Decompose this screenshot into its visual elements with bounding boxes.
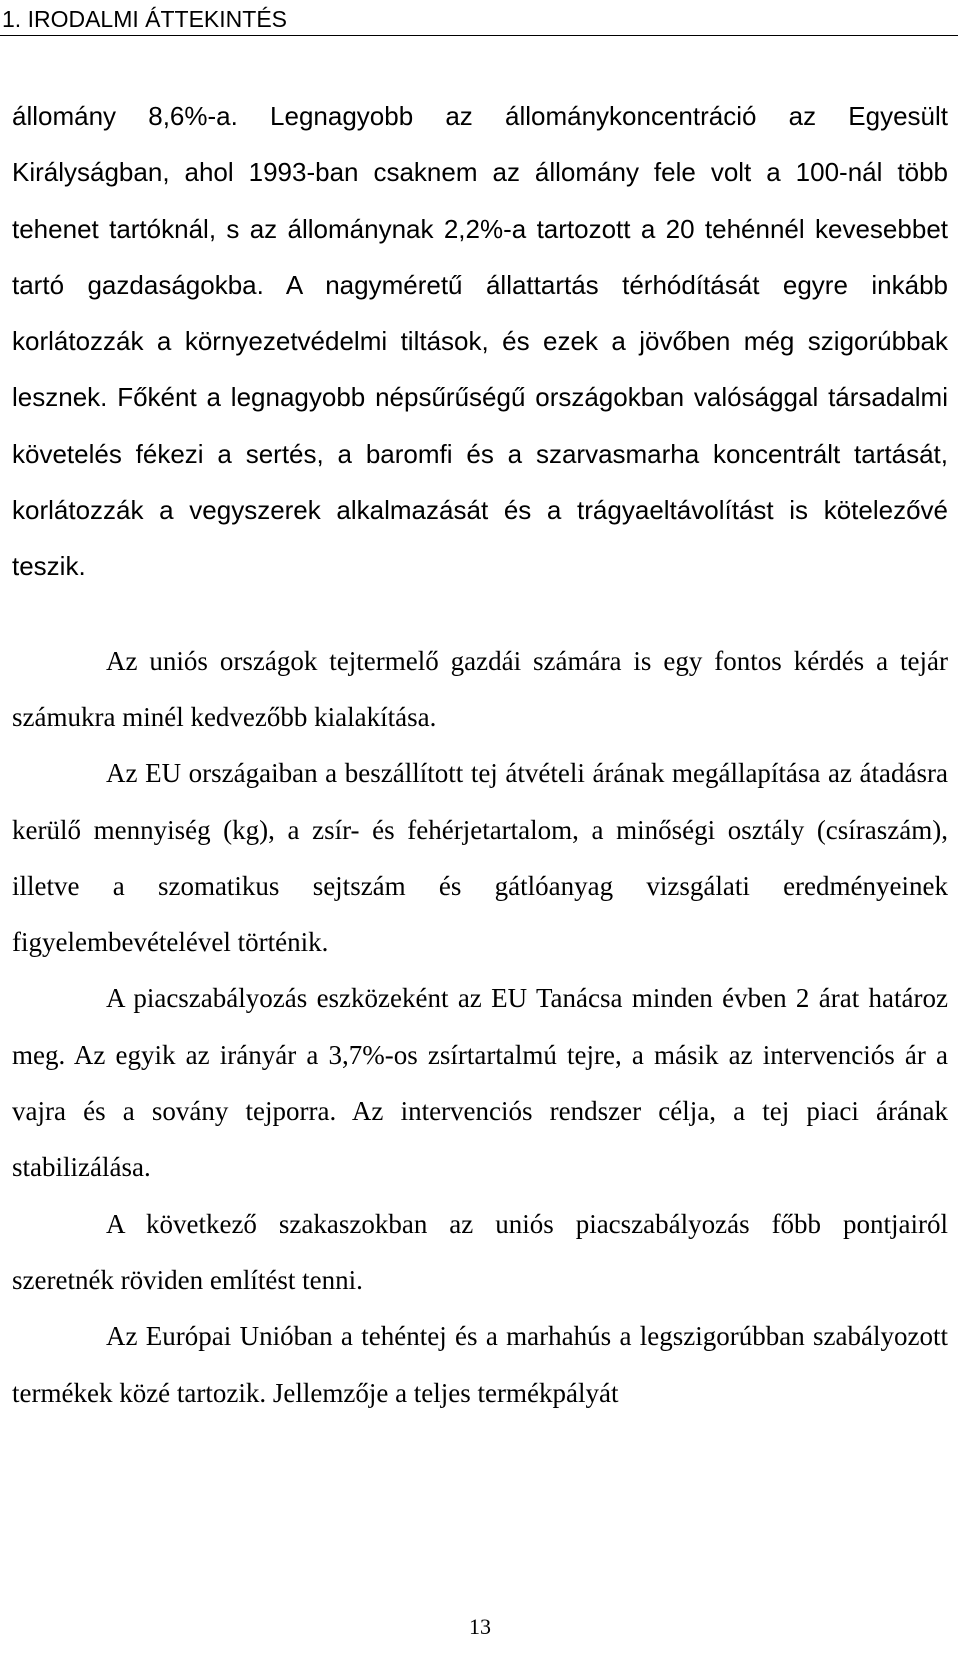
page-number: 13 bbox=[469, 1614, 491, 1639]
body-text bbox=[12, 88, 948, 1421]
paragraph-3: Az EU országaiban a beszállított tej átvételi árának megállapítása az átadásra kerülő mennyiség (kg), a zsír- és fehérjetartalom, a minőségi osztály (csíraszám), illetve a szomatikus sejtszám és gátlóanyag vizsgálati eredményeinek figyelembevételével történik. bbox=[12, 758, 948, 958]
paragraph-6: Az Európai Unióban a tehéntej és a marhahús a legszigorúbban szabályozott termékek közé tartozik. Jellemzője a teljes termékpályát bbox=[12, 1321, 948, 1408]
running-header: 1. IRODALMI ÁTTEKINTÉS bbox=[0, 2, 958, 36]
paragraph-2: Az uniós országok tejtermelő gazdái számára is egy fontos kérdés a tejár számukra minél kedvezőbb kialakítása. bbox=[12, 645, 948, 732]
paragraph-5: A következő szakaszokban az uniós piacszabályozás főbb pontjairól szeretnék röviden említést tenni. bbox=[12, 1208, 948, 1295]
paragraph-gap bbox=[12, 595, 948, 633]
paragraph-4: A piacszabályozás eszközeként az EU Tanácsa minden évben 2 árat határoz meg. Az egyik az irányár a 3,7%-os zsírtartalmú tejre, a másik az intervenciós ár a vajra és a sovány tejporra. Az intervenciós rendszer célja, a tej piaci árának stabilizálása. bbox=[12, 983, 948, 1183]
paragraph-1: állomány 8,6%-a. Legnagyobb az állománykoncentráció az Egyesült Királyságban, ahol 1993-ban csaknem az állomány fele volt a 100-nál több tehenet tartóknál, s az állománynak 2,2%-a tartozott a 20 tehénnél kevesebbet tartó gazdaságokba. A nagyméretű állattartás térhódítását egyre inkább korlátozzák a környezetvédelmi tiltások, és ezek a jövőben még szigorúbbak lesznek. Főként a legnagyobb népsűrűségű országokban valósággal társadalmi követelés fékezi a sertés, a baromfi és a szarvasmarha koncentrált tartását, korlátozzák a vegyszerek alkalmazását és a trágyaeltávolítást is kötelezővé teszik. bbox=[12, 101, 948, 582]
